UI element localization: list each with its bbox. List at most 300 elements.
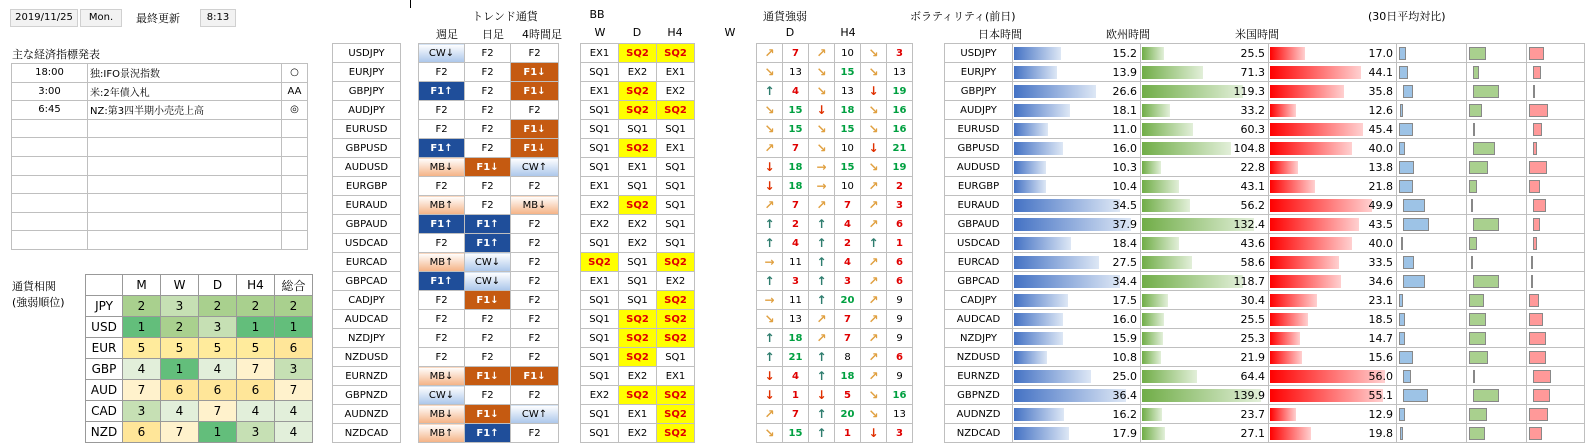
pair-name: NZDCAD (333, 424, 401, 443)
bb-cell: SQ1 (619, 272, 657, 291)
ratio-cell (1467, 139, 1527, 158)
ratio-bar (1399, 294, 1403, 307)
strength-arrow-icon: ↑ (809, 405, 835, 424)
strength-arrow-icon: ↗ (809, 44, 835, 63)
correlation-row (86, 401, 313, 422)
vol-value: 56.2 (1240, 199, 1265, 212)
bb-cell: SQ2 (619, 348, 657, 367)
vol-cell (1013, 253, 1141, 272)
vol-bar (1270, 47, 1305, 60)
vol-value: 23.7 (1240, 408, 1265, 421)
vol-cell (1269, 196, 1397, 215)
vol-cell (1269, 367, 1397, 386)
vol-cell (1141, 82, 1269, 101)
gap (401, 329, 419, 348)
gap (913, 215, 945, 234)
ratio-cell (1397, 272, 1467, 291)
ratio-bar (1401, 237, 1403, 250)
event-mark: ○ (282, 64, 308, 83)
ratio-bar (1403, 389, 1428, 402)
strength-arrow-icon: ↗ (757, 405, 783, 424)
strength-value: 21 (887, 139, 913, 158)
ratio-cell (1527, 310, 1585, 329)
vol-cell (1269, 234, 1397, 253)
gap (401, 272, 419, 291)
strength-arrow-icon: ↑ (757, 82, 783, 101)
vol-cell (1013, 272, 1141, 291)
vol-bar (1270, 85, 1344, 98)
vol-bar (1142, 351, 1161, 364)
ratio-bar (1473, 142, 1495, 155)
vol-bar (1142, 313, 1164, 326)
strength-value: 3 (835, 272, 861, 291)
correlation-title: 通貨相関 (12, 280, 56, 293)
ratio-cell (1397, 177, 1467, 196)
gap (735, 215, 757, 234)
trend-cell: F2 (419, 329, 465, 348)
pair-row (333, 158, 1585, 177)
corr-rank: 7 (237, 359, 275, 380)
strength-arrow-icon: ↓ (757, 367, 783, 386)
bb-cell: EX2 (619, 424, 657, 443)
strength-value: 4 (783, 234, 809, 253)
bb-cell: SQ2 (619, 101, 657, 120)
strength-arrow-icon: ↗ (809, 196, 835, 215)
strength-arrow-icon: ↗ (861, 272, 887, 291)
strength-value: 4 (835, 253, 861, 272)
ratio-cell (1467, 101, 1527, 120)
gap (735, 253, 757, 272)
strength-value: 20 (835, 291, 861, 310)
ratio-bar (1529, 180, 1540, 193)
vol-cell (1141, 253, 1269, 272)
ratio-bar (1399, 180, 1413, 193)
vol-value: 17.9 (1112, 427, 1137, 440)
corr-rank: 6 (237, 380, 275, 401)
vol-value: 34.4 (1112, 275, 1137, 288)
trend-cell: F2 (511, 291, 559, 310)
vol-value: 18.4 (1112, 237, 1137, 250)
corr-rank: 1 (199, 422, 237, 443)
strength-arrow-icon: ↓ (757, 386, 783, 405)
gap (695, 348, 735, 367)
vol-value: 15.9 (1112, 332, 1137, 345)
bb-cell: SQ1 (657, 348, 695, 367)
trend-cell: F2 (465, 310, 511, 329)
vol-cell (1269, 310, 1397, 329)
vol-bar (1014, 427, 1069, 440)
time-box: 8:13 (200, 9, 236, 27)
strength-arrow-icon: ↓ (809, 101, 835, 120)
strength-arrow-icon: ↘ (861, 44, 887, 63)
vol-value: 10.8 (1112, 351, 1137, 364)
strength-arrow-icon: ↑ (809, 272, 835, 291)
vol-bar (1270, 332, 1300, 345)
vol-value: 43.1 (1240, 180, 1265, 193)
corr-rank: 1 (237, 317, 275, 338)
gap (695, 82, 735, 101)
ratio-bar (1533, 142, 1537, 155)
correlation-subtitle: (強弱順位) (12, 296, 65, 309)
gap (695, 424, 735, 443)
strength-arrow-icon: ↓ (861, 82, 887, 101)
gap (913, 120, 945, 139)
volatility-note: (30日平均対比) (1368, 10, 1446, 23)
bb-cell: EX2 (619, 215, 657, 234)
strength-value: 15 (835, 63, 861, 82)
strength-value: 20 (835, 405, 861, 424)
vol-cell (1141, 158, 1269, 177)
gap (913, 424, 945, 443)
trend-cell: CW↑ (511, 158, 559, 177)
vol-cell (1141, 291, 1269, 310)
vol-value: 25.5 (1240, 313, 1265, 326)
ratio-cell (1467, 291, 1527, 310)
vol-pair-name: GBPUSD (945, 139, 1013, 158)
pair-row (333, 386, 1585, 405)
gap (559, 101, 581, 120)
strength-value: 13 (887, 63, 913, 82)
ratio-cell (1397, 291, 1467, 310)
vol-bar (1142, 104, 1170, 117)
ratio-bar (1531, 275, 1533, 288)
trend-cell: F1↓ (465, 367, 511, 386)
strength-arrow-icon: ↘ (861, 63, 887, 82)
trend-cell: F2 (511, 101, 559, 120)
strength-h-d: D (785, 26, 795, 39)
gap (913, 367, 945, 386)
corr-rank: 2 (199, 296, 237, 317)
ratio-bar (1533, 218, 1540, 231)
ratio-bar (1469, 408, 1487, 421)
vol-cell (1269, 386, 1397, 405)
vol-pair-name: EURAUD (945, 196, 1013, 215)
gap (913, 196, 945, 215)
ratio-cell (1527, 101, 1585, 120)
pair-name: EURAUD (333, 196, 401, 215)
gap (559, 44, 581, 63)
vol-value: 10.4 (1112, 180, 1137, 193)
vol-cell (1013, 158, 1141, 177)
vol-cell (1013, 177, 1141, 196)
pair-row (333, 329, 1585, 348)
event-row (12, 212, 308, 231)
vol-bar (1270, 351, 1302, 364)
corr-rank: 4 (161, 401, 199, 422)
vol-pair-name: GBPAUD (945, 215, 1013, 234)
correlation-row (86, 296, 313, 317)
event-mark (282, 119, 308, 138)
gap (401, 253, 419, 272)
trend-cell: F1↑ (419, 82, 465, 101)
vol-bar (1014, 237, 1071, 250)
corr-header: W (161, 275, 199, 296)
vol-pair-name: EURGBP (945, 177, 1013, 196)
vol-bar (1142, 427, 1165, 440)
strength-title: 通貨強弱 (763, 10, 807, 23)
event-time (12, 175, 88, 194)
gap (735, 405, 757, 424)
event-row (12, 231, 308, 250)
event-name: 米:2年債入札 (88, 82, 282, 101)
vol-bar (1270, 161, 1298, 174)
vol-bar (1142, 47, 1164, 60)
strength-arrow-icon: ↗ (861, 291, 887, 310)
vol-cell (1269, 291, 1397, 310)
ratio-bar (1469, 47, 1486, 60)
gap (401, 196, 419, 215)
ratio-cell (1527, 139, 1585, 158)
trend-cell: F1↓ (511, 63, 559, 82)
event-mark (282, 138, 308, 157)
gap (695, 329, 735, 348)
corr-rank: 3 (123, 401, 161, 422)
bb-cell: SQ1 (581, 120, 619, 139)
bb-title: BB (589, 8, 605, 21)
ratio-bar (1529, 408, 1548, 421)
trend-cell: F1↑ (465, 424, 511, 443)
ratio-cell (1397, 386, 1467, 405)
vol-cell (1141, 215, 1269, 234)
gap (695, 44, 735, 63)
vol-value: 25.5 (1240, 47, 1265, 60)
gap (695, 272, 735, 291)
pair-name: GBPNZD (333, 386, 401, 405)
ratio-cell (1527, 82, 1585, 101)
strength-arrow-icon: → (757, 291, 783, 310)
gap (735, 44, 757, 63)
bb-cell: SQ1 (619, 120, 657, 139)
strength-arrow-icon: ↑ (809, 291, 835, 310)
vol-value: 60.3 (1240, 123, 1265, 136)
vol-cell (1141, 139, 1269, 158)
vol-cell (1013, 329, 1141, 348)
strength-arrow-icon: ↑ (861, 234, 887, 253)
vol-value: 33.5 (1368, 256, 1393, 269)
vol-cell (1013, 101, 1141, 120)
gap (735, 101, 757, 120)
vol-cell (1013, 234, 1141, 253)
strength-arrow-icon: ↓ (757, 158, 783, 177)
gap (913, 348, 945, 367)
corr-header: M (123, 275, 161, 296)
strength-arrow-icon: ↘ (861, 101, 887, 120)
vol-cell (1013, 120, 1141, 139)
trend-cell: F1↑ (465, 215, 511, 234)
pair-row (333, 348, 1585, 367)
vol-bar (1014, 332, 1063, 345)
gap (559, 272, 581, 291)
vol-bar (1142, 332, 1163, 345)
ratio-bar (1399, 313, 1405, 326)
event-name (88, 194, 282, 213)
bb-cell: EX2 (581, 386, 619, 405)
bb-cell: SQ2 (619, 386, 657, 405)
event-time (12, 119, 88, 138)
vol-value: 132.4 (1233, 218, 1265, 231)
vol-value: 12.6 (1368, 104, 1393, 117)
vol-value: 71.3 (1240, 66, 1265, 79)
pair-name: AUDJPY (333, 101, 401, 120)
gap (735, 63, 757, 82)
strength-value: 15 (783, 424, 809, 443)
strength-arrow-icon: ↗ (861, 215, 887, 234)
vol-pair-name: CADJPY (945, 291, 1013, 310)
corr-header: D (199, 275, 237, 296)
gap (559, 367, 581, 386)
strength-value: 15 (835, 158, 861, 177)
pair-row (333, 44, 1585, 63)
vol-cell (1269, 253, 1397, 272)
vol-value: 10.3 (1112, 161, 1137, 174)
ratio-cell (1397, 424, 1467, 443)
strength-value: 13 (783, 310, 809, 329)
ratio-bar (1471, 199, 1473, 212)
strength-arrow-icon: ↓ (809, 386, 835, 405)
ratio-cell (1527, 44, 1585, 63)
corr-rank: 6 (123, 422, 161, 443)
ratio-cell (1397, 158, 1467, 177)
ratio-cell (1397, 196, 1467, 215)
trend-cell: MB↓ (419, 367, 465, 386)
strength-value: 16 (887, 101, 913, 120)
gap (913, 272, 945, 291)
vol-bar (1142, 275, 1243, 288)
ratio-bar (1531, 256, 1533, 269)
corr-rank: 4 (275, 401, 313, 422)
vol-cell (1141, 272, 1269, 291)
gap (401, 234, 419, 253)
ratio-bar (1533, 123, 1542, 136)
strength-arrow-icon: ↑ (809, 348, 835, 367)
bb-cell: SQ1 (581, 63, 619, 82)
bb-cell: SQ1 (581, 291, 619, 310)
bb-cell: SQ2 (657, 253, 695, 272)
vol-value: 27.5 (1112, 256, 1137, 269)
vol-value: 34.5 (1112, 199, 1137, 212)
event-row (12, 156, 308, 175)
ratio-bar (1469, 294, 1484, 307)
strength-value: 18 (835, 101, 861, 120)
gap (735, 234, 757, 253)
strength-arrow-icon: ↑ (809, 234, 835, 253)
vol-pair-name: AUDUSD (945, 158, 1013, 177)
vol-pair-name: USDCAD (945, 234, 1013, 253)
vol-cell (1269, 405, 1397, 424)
vol-value: 23.1 (1368, 294, 1393, 307)
trend-h-w: 週足 (436, 28, 458, 41)
gap (559, 139, 581, 158)
gap (401, 424, 419, 443)
trend-cell: F1↑ (419, 272, 465, 291)
strength-arrow-icon: ↗ (809, 329, 835, 348)
ratio-bar (1399, 161, 1414, 174)
vol-pair-name: GBPNZD (945, 386, 1013, 405)
gap (735, 348, 757, 367)
vol-bar (1014, 142, 1063, 155)
event-row (12, 175, 308, 194)
vol-value: 12.9 (1368, 408, 1393, 421)
vol-bar (1270, 237, 1352, 250)
corr-rank: 3 (237, 422, 275, 443)
pair-row (333, 310, 1585, 329)
event-time (12, 212, 88, 231)
pair-row (333, 272, 1585, 291)
strength-arrow-icon: ↑ (757, 329, 783, 348)
trend-cell: F2 (465, 44, 511, 63)
trend-cell: F2 (419, 120, 465, 139)
ratio-bar (1399, 123, 1413, 136)
pair-row (333, 101, 1585, 120)
vol-cell (1141, 424, 1269, 443)
event-name (88, 231, 282, 250)
gap (559, 405, 581, 424)
vol-bar (1014, 66, 1057, 79)
ratio-cell (1527, 215, 1585, 234)
corr-rank: 1 (123, 317, 161, 338)
vol-value: 36.4 (1112, 389, 1137, 402)
ratio-bar (1469, 180, 1477, 193)
ratio-cell (1527, 424, 1585, 443)
trend-cell: F2 (511, 386, 559, 405)
strength-arrow-icon: ↓ (861, 139, 887, 158)
vol-value: 43.5 (1368, 218, 1393, 231)
vol-bar (1014, 199, 1120, 212)
vol-bar (1014, 370, 1091, 383)
trend-cell: F1↓ (511, 120, 559, 139)
corr-rank: 6 (161, 380, 199, 401)
strength-value: 6 (887, 348, 913, 367)
event-row (12, 119, 308, 138)
gap (559, 158, 581, 177)
strength-value: 3 (783, 272, 809, 291)
ratio-bar (1469, 104, 1482, 117)
vol-pair-name: NZDCAD (945, 424, 1013, 443)
ratio-cell (1467, 158, 1527, 177)
ratio-bar (1400, 104, 1403, 117)
vol-cell (1141, 177, 1269, 196)
corr-rank: 2 (237, 296, 275, 317)
pair-name: GBPJPY (333, 82, 401, 101)
vol-bar (1014, 256, 1099, 269)
vol-bar (1270, 180, 1315, 193)
event-mark: ◎ (282, 101, 308, 120)
pair-name: AUDUSD (333, 158, 401, 177)
trend-cell: F1↓ (511, 139, 559, 158)
vol-h-jp: 日本時間 (978, 28, 1022, 41)
ratio-cell (1527, 177, 1585, 196)
ratio-cell (1467, 196, 1527, 215)
corr-rank: 2 (275, 296, 313, 317)
vol-cell (1013, 310, 1141, 329)
strength-value: 6 (887, 272, 913, 291)
gap (735, 177, 757, 196)
gap (695, 139, 735, 158)
corr-rank: 1 (161, 359, 199, 380)
strength-arrow-icon: ↘ (861, 158, 887, 177)
ratio-bar (1473, 389, 1499, 402)
strength-value: 15 (783, 120, 809, 139)
corr-header: 総合 (275, 275, 313, 296)
strength-value: 10 (835, 177, 861, 196)
ratio-cell (1527, 367, 1585, 386)
bb-cell: EX1 (581, 177, 619, 196)
strength-value: 13 (835, 82, 861, 101)
events-table (11, 63, 308, 250)
gap (559, 215, 581, 234)
trend-cell: CW↓ (465, 253, 511, 272)
vol-bar (1142, 142, 1231, 155)
